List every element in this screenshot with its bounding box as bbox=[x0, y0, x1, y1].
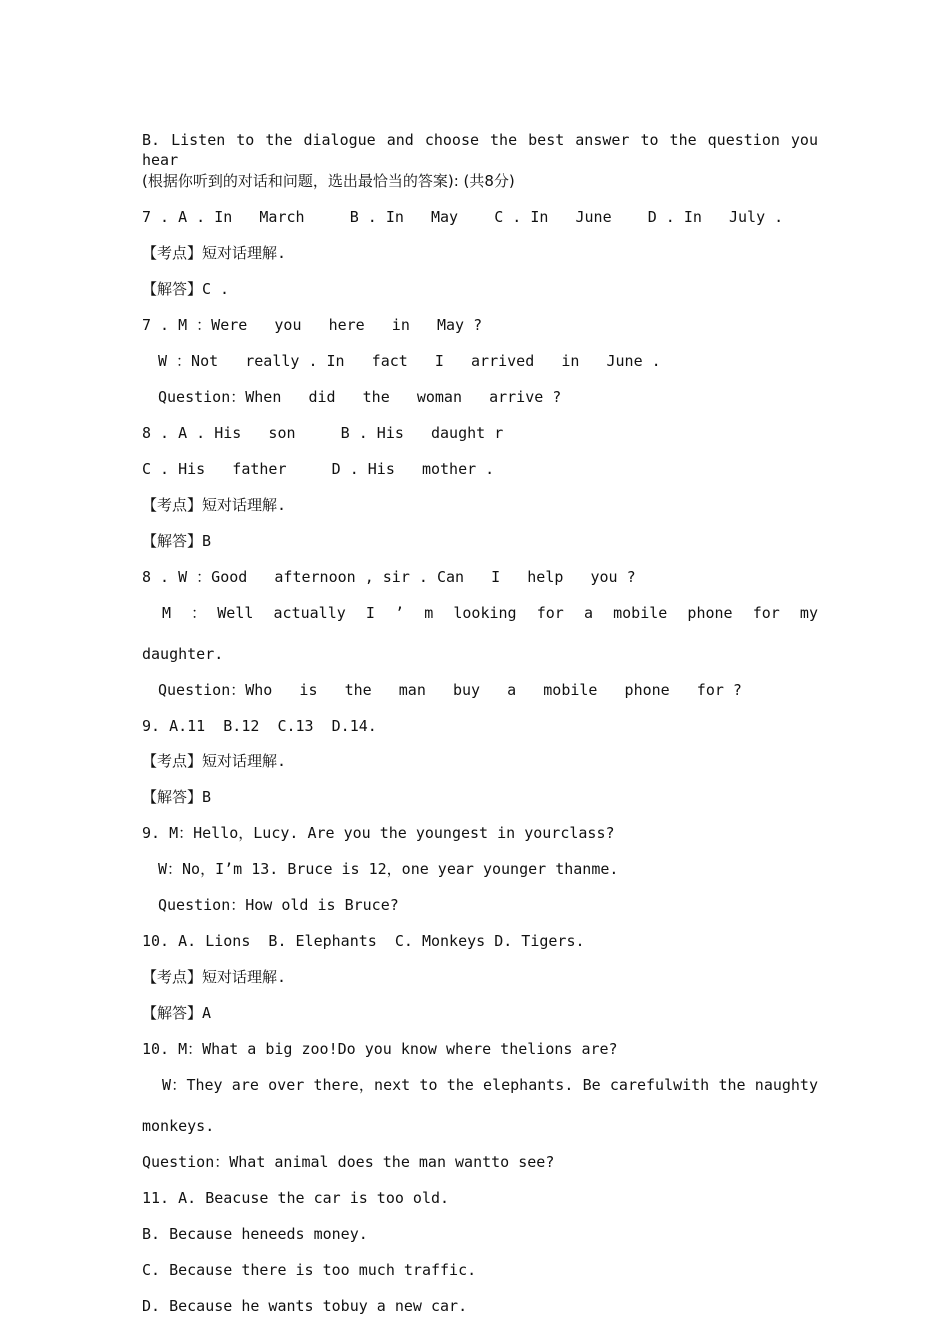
question-7-dialogue-w: W ：Not really . In fact I arrived in June . bbox=[158, 352, 661, 370]
question-10-dialogue-m: 10. M：What a big zoo!Do you know where thelions are? bbox=[142, 1040, 618, 1058]
question-7-dialogue-m: 7 . M ：Were you here in May ? bbox=[142, 316, 483, 334]
question-9-topic: 【考点】短对话理解. bbox=[142, 752, 287, 770]
question-8-options-ab: 8 . A . His son B . His daught r bbox=[142, 424, 504, 442]
question-7-answer: 【解答】C . bbox=[142, 280, 230, 298]
question-9-dialogue-w: W：No，I’m 13. Bruce is 12，one year younger thanme. bbox=[158, 860, 619, 878]
question-11-option-c: C. Because there is too much traffic. bbox=[142, 1261, 477, 1279]
question-8-dialogue-m-cont: daughter. bbox=[142, 645, 224, 663]
question-10-question: Question：What animal does the man wantto see? bbox=[142, 1153, 555, 1171]
question-9-dialogue-m: 9. M：Hello，Lucy. Are you the youngest in yourclass? bbox=[142, 824, 615, 842]
question-10-options: 10. A. Lions B. Elephants C. Monkeys D. Tigers. bbox=[142, 932, 585, 950]
question-11-option-d: D. Because he wants tobuy a new car. bbox=[142, 1297, 468, 1315]
section-heading: B. Listen to the dialogue and choose the best answer to the question you hear bbox=[142, 131, 818, 169]
question-10-dialogue-w-cont: monkeys. bbox=[142, 1117, 215, 1135]
question-8-answer: 【解答】B bbox=[142, 532, 212, 550]
question-8-options-cd: C . His father D . His mother . bbox=[142, 460, 495, 478]
question-7-question: Question：When did the woman arrive ? bbox=[158, 388, 562, 406]
question-10-dialogue-w: W：They are over there，next to the elephants. Be carefulwith the naughty bbox=[162, 1076, 818, 1094]
question-9-answer: 【解答】B bbox=[142, 788, 212, 806]
section-instruction: (根据你听到的对话和问题，选出最恰当的答案): (共8分) bbox=[142, 172, 515, 190]
question-8-dialogue-m: M ：Well actually I ’ m looking for a mobile phone for my bbox=[162, 604, 818, 622]
question-8-dialogue-w: 8 . W ：Good afternoon , sir . Can I help you ? bbox=[142, 568, 636, 586]
question-11-option-a: 11. A. Beacuse the car is too old. bbox=[142, 1189, 450, 1207]
question-9-question: Question：How old is Bruce? bbox=[158, 896, 399, 914]
question-7-options: 7 . A . In March B . In May C . In June D . In July . bbox=[142, 208, 784, 226]
question-10-answer: 【解答】A bbox=[142, 1004, 212, 1022]
question-10-topic: 【考点】短对话理解. bbox=[142, 968, 287, 986]
question-9-options: 9. A.11 B.12 C.13 D.14. bbox=[142, 717, 377, 735]
question-8-question: Question：Who is the man buy a mobile phone for ? bbox=[158, 681, 742, 699]
question-7-topic: 【考点】短对话理解. bbox=[142, 244, 287, 262]
question-8-topic: 【考点】短对话理解. bbox=[142, 496, 287, 514]
question-11-option-b: B. Because heneeds money. bbox=[142, 1225, 368, 1243]
